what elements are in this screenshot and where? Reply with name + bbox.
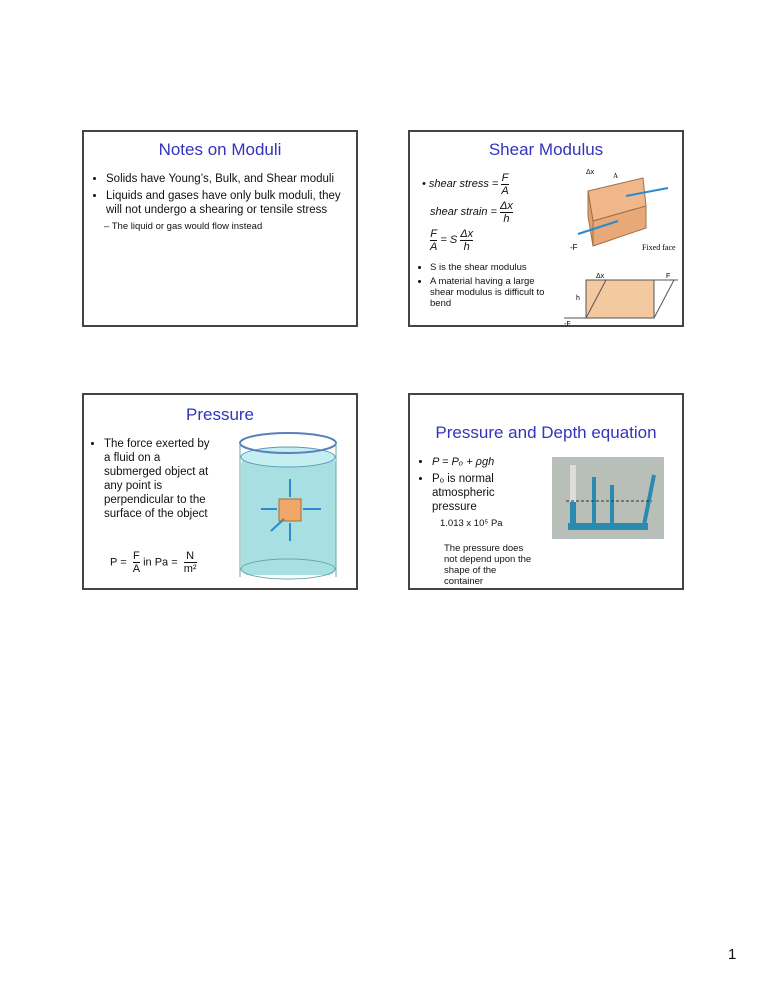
fig-dx-label: Δx bbox=[586, 169, 595, 176]
note: The pressure does not depend upon the shape of the container bbox=[444, 543, 532, 587]
slide-pressure-and-depth bbox=[408, 393, 684, 590]
formula-p: P = bbox=[110, 556, 127, 569]
diag-dx-label: Δx bbox=[596, 273, 605, 280]
fig-a-label: A bbox=[613, 172, 619, 180]
shear-block-figure bbox=[568, 166, 682, 261]
den: A bbox=[132, 563, 141, 575]
eq-label: shear strain = bbox=[430, 206, 497, 218]
slide-pressure bbox=[82, 393, 358, 590]
eq-mid: = S bbox=[440, 234, 458, 246]
diag-f-label: F bbox=[666, 273, 671, 280]
slide-shear-modulus: Shear Modulus • shear stress = $\frac{F}{A}$ shear strain = $\frac{\Delta x}{h}$ $\frac{F}{A}$ = S $\frac{\Delta x}{h}$ • S is the shear modulus • A material having a large shear modulus is difficult to bend Δx A -F Fixed face Δx F h -F bbox=[408, 130, 684, 327]
pressure-formula bbox=[110, 550, 197, 575]
formula-unit: in Pa = bbox=[143, 556, 178, 569]
bullet: • S is the shear modulus bbox=[430, 262, 546, 273]
den: A bbox=[501, 184, 509, 197]
fig-fixed-face-label: Fixed face bbox=[642, 243, 676, 252]
den: m² bbox=[183, 563, 197, 575]
shear-deformation-diagram bbox=[550, 272, 685, 327]
bullet: • Pₒ is normal atmospheric pressure bbox=[432, 472, 540, 514]
slide-notes-on-moduli bbox=[82, 130, 358, 327]
bullet: • Liquids and gases have only bulk moduli, they will not undergo a shearing or tensile stress bbox=[106, 189, 344, 217]
den: h bbox=[503, 212, 510, 225]
bullet: • Solids have Young’s, Bulk, and Shear moduli bbox=[106, 172, 344, 186]
num: F bbox=[501, 171, 509, 184]
equation: • P = Pₒ + ρgh bbox=[432, 455, 540, 469]
num: F bbox=[430, 227, 438, 240]
bullet: • A material having a large shear modulus is difficult to bend bbox=[430, 276, 546, 309]
bullet: • The force exerted by a fluid on a submerged object at any point is perpendicular to the surface of the object bbox=[104, 437, 210, 521]
den: A bbox=[430, 240, 438, 253]
fluid-container-figure bbox=[236, 429, 341, 587]
den: h bbox=[463, 240, 470, 253]
page-number: 1 bbox=[728, 946, 737, 963]
diag-negf-label: -F bbox=[564, 321, 571, 327]
connected-vessels-photo bbox=[552, 457, 664, 539]
diag-h-label: h bbox=[576, 295, 580, 302]
num: F bbox=[132, 550, 140, 562]
slide-title: Shear Modulus bbox=[488, 140, 604, 159]
num: Δx bbox=[460, 227, 474, 240]
num: N bbox=[184, 550, 197, 563]
eq-label: shear stress = bbox=[428, 178, 499, 190]
num: Δx bbox=[499, 199, 513, 212]
fig-negf-label: -F bbox=[570, 243, 578, 252]
slide-title: Pressure bbox=[185, 405, 255, 424]
slide-title: Pressure and Depth equation bbox=[435, 423, 657, 442]
slide-title: Notes on Moduli bbox=[158, 140, 282, 159]
sub-bullet: – The liquid or gas would flow instead bbox=[104, 221, 263, 232]
atm-value: 1.013 x 10⁵ Pa bbox=[440, 518, 503, 529]
